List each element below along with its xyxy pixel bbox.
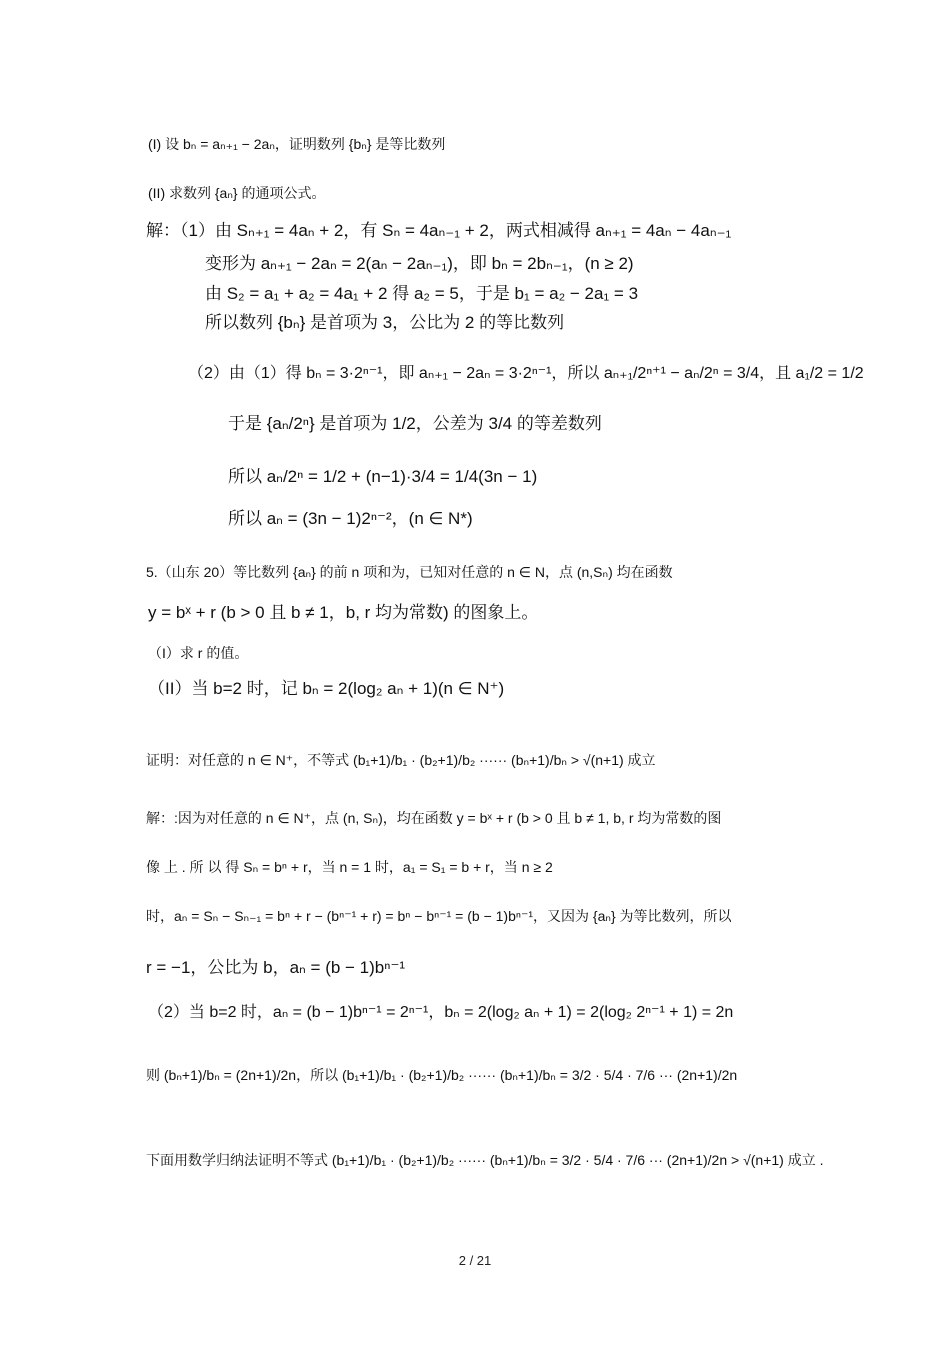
solution-5-line-2: 像 上 . 所 以 得 Sₙ = bⁿ + r，当 n = 1 时，a₁ = S₁ = b + r，当 n ≥ 2: [146, 859, 553, 875]
solution-part2-line-3: 所以 aₙ/2ⁿ = 1/2 + (n−1)·3/4 = 1/4(3n − 1): [228, 467, 538, 486]
solution-line-3: 由 S₂ = a₁ + a₂ = 4a₁ + 2 得 a₂ = 5，于是 b₁ = a₂ − 2a₁ = 3: [205, 284, 639, 303]
part-i-question: (I) 设 bₙ = aₙ₊₁ − 2aₙ，证明数列 {bₙ} 是等比数列: [148, 136, 446, 152]
problem-5-prove: 证明：对任意的 n ∈ N⁺，不等式 (b₁+1)/b₁ · (b₂+1)/b₂ ······ (bₙ+1)/bₙ > √(n+1) 成立: [146, 752, 656, 768]
solution-5-part2-line-2: 则 (bₙ+1)/bₙ = (2n+1)/2n，所以 (b₁+1)/b₁ · (b₂+1)/b₂ ······ (bₙ+1)/bₙ = 3/2 · 5/4 · 7/6 ··· (2n+1)/2n: [146, 1067, 738, 1083]
solution-part2-line-4: 所以 aₙ = (3n − 1)2ⁿ⁻²，(n ∈ N*): [228, 509, 473, 528]
solution-line-4: 所以数列 {bₙ} 是首项为 3，公比为 2 的等比数列: [205, 313, 565, 332]
solution-line-2: 变形为 aₙ₊₁ − 2aₙ = 2(aₙ − 2aₙ₋₁)，即 bₙ = 2bₙ₋₁，(n ≥ 2): [205, 254, 634, 273]
solution-part2-line-2: 于是 {aₙ/2ⁿ} 是首项为 1/2，公差为 3/4 的等差数列: [228, 414, 602, 433]
solution-5-line-4: r = −1，公比为 b，aₙ = (b − 1)bⁿ⁻¹: [146, 958, 406, 977]
problem-5-part-i: （I）求 r 的值。: [148, 645, 249, 661]
solution-5-line-3: 时，aₙ = Sₙ − Sₙ₋₁ = bⁿ + r − (bⁿ⁻¹ + r) = bⁿ − bⁿ⁻¹ = (b − 1)bⁿ⁻¹，又因为 {aₙ} 为等比数列，所以: [146, 908, 732, 924]
solution-line-1: 解：（1）由 Sₙ₊₁ = 4aₙ + 2，有 Sₙ = 4aₙ₋₁ + 2，两式相减得 aₙ₊₁ = 4aₙ − 4aₙ₋₁: [146, 221, 732, 240]
problem-5-statement: 5.（山东 20）等比数列 {aₙ} 的前 n 项和为，已知对任意的 n ∈ N，点 (n,Sₙ) 均在函数: [146, 564, 673, 580]
solution-5-part2-line-1: （2）当 b=2 时，aₙ = (b − 1)bⁿ⁻¹ = 2ⁿ⁻¹，bₙ = 2(log₂ aₙ + 1) = 2(log₂ 2ⁿ⁻¹ + 1) = 2n: [148, 1004, 734, 1021]
problem-5-part-ii: （II）当 b=2 时，记 bₙ = 2(log₂ aₙ + 1)(n ∈ N⁺): [148, 679, 505, 698]
problem-5-function: y = bˣ + r (b > 0 且 b ≠ 1，b, r 均为常数) 的图象上。: [148, 603, 539, 622]
solution-5-part2-line-3: 下面用数学归纳法证明不等式 (b₁+1)/b₁ · (b₂+1)/b₂ ······ (bₙ+1)/bₙ = 3/2 · 5/4 · 7/6 ··· (2n+1)/2n > √(n+1) 成立 .: [146, 1152, 824, 1168]
part-ii-question: (II) 求数列 {aₙ} 的通项公式。: [148, 185, 326, 201]
solution-part2-line-1: （2）由（1）得 bₙ = 3·2ⁿ⁻¹，即 aₙ₊₁ − 2aₙ = 3·2ⁿ⁻¹，所以 aₙ₊₁/2ⁿ⁺¹ − aₙ/2ⁿ = 3/4，且 a₁/2 = 1/2: [188, 365, 864, 382]
solution-5-line-1: 解：:因为对任意的 n ∈ N⁺，点 (n, Sₙ)，均在函数 y = bˣ + r (b > 0 且 b ≠ 1, b, r 均为常数的图: [146, 810, 722, 826]
page-number: 2 / 21: [458, 1253, 492, 1268]
